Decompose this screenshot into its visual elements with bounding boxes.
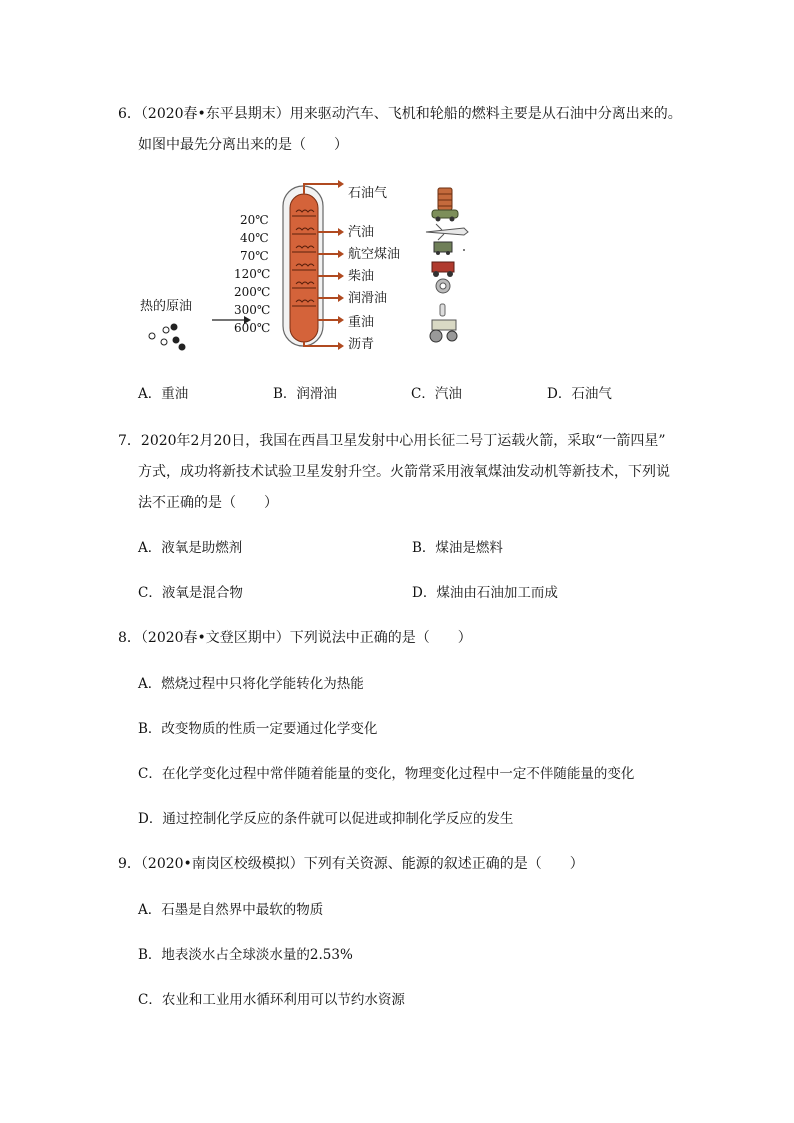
truck-icon — [434, 242, 452, 255]
temp-label: 70℃ — [240, 249, 269, 263]
q6-option-c: C．汽油 — [411, 386, 462, 402]
product-label: 汽油 — [348, 225, 375, 240]
q7-stem-line3: 法不正确的是（ ） — [138, 495, 278, 511]
temp-label: 300℃ — [234, 303, 271, 317]
product-label: 重油 — [348, 315, 375, 330]
product-label: 石油气 — [348, 186, 388, 201]
molecule-dots — [149, 324, 186, 351]
airplane-icon — [426, 224, 468, 240]
input-label: 热的原油 — [140, 299, 193, 314]
q7-option-c: C．液氧是混合物 — [138, 585, 243, 601]
temp-label: 40℃ — [240, 231, 269, 245]
q8-stem: 8．（2020春•文登区期中）下列说法中正确的是（ ） — [118, 630, 472, 646]
q9-stem: 9．（2020•南岗区校级模拟）下列有关资源、能源的叙述正确的是（ ） — [118, 856, 584, 872]
product-label: 润滑油 — [348, 291, 388, 306]
q6-option-d: D．石油气 — [547, 386, 612, 402]
q9-option-a: A．石墨是自然界中最软的物质 — [138, 902, 324, 918]
gas-tank-icon — [438, 188, 452, 210]
car-icon — [432, 210, 458, 222]
gear-icon — [436, 279, 450, 293]
q9-option-c: C．农业和工业用水循环利用可以节约水资源 — [138, 992, 405, 1008]
q9-option-b: B．地表淡水占全球淡水量的2.53% — [138, 947, 353, 963]
q7-option-a: A．液氧是助燃剂 — [138, 540, 243, 556]
temp-label: 120℃ — [234, 267, 271, 281]
distillation-tower-drawing — [140, 180, 480, 355]
q6-option-a: A．重油 — [138, 386, 189, 402]
q8-option-c: C．在化学变化过程中常伴随着能量的变化，物理变化过程中一定不伴随能量的变化 — [138, 766, 635, 782]
q6-stem-line2: 如图中最先分离出来的是（ ） — [138, 137, 348, 153]
q7-option-b: B．煤油是燃料 — [412, 540, 503, 556]
product-label: 柴油 — [348, 269, 375, 284]
q7-stem-line1: 7．2020年2月20日，我国在西昌卫星发射中心用长征二号丁运载火箭，采取“一箭四星” — [118, 433, 666, 449]
q7-stem-line2: 方式，成功将新技术试验卫星发射升空。火箭常采用液氧煤油发动机等新技术，下列说 — [138, 464, 670, 480]
temp-label: 200℃ — [234, 285, 271, 299]
temp-label: 20℃ — [240, 213, 269, 227]
q8-option-a: A．燃烧过程中只将化学能转化为热能 — [138, 676, 364, 692]
product-label: 航空煤油 — [348, 247, 401, 262]
q8-option-b: B．改变物质的性质一定要通过化学变化 — [138, 721, 378, 737]
q6-option-b: B．润滑油 — [273, 386, 337, 402]
road-roller-icon — [430, 320, 457, 342]
bottle-icon — [440, 304, 445, 316]
q7-option-d: D．煤油由石油加工而成 — [412, 585, 558, 601]
tractor-icon — [432, 262, 454, 277]
q6-stem-line1: 6．（2020春•东平县期末）用来驱动汽车、飞机和轮船的燃料主要是从石油中分离出来的。 — [118, 106, 682, 122]
temp-label: 600℃ — [234, 321, 271, 335]
fractional-distillation-figure — [140, 180, 480, 355]
q8-option-d: D．通过控制化学反应的条件就可以促进或抑制化学反应的发生 — [138, 811, 514, 827]
product-label: 沥青 — [348, 337, 375, 352]
